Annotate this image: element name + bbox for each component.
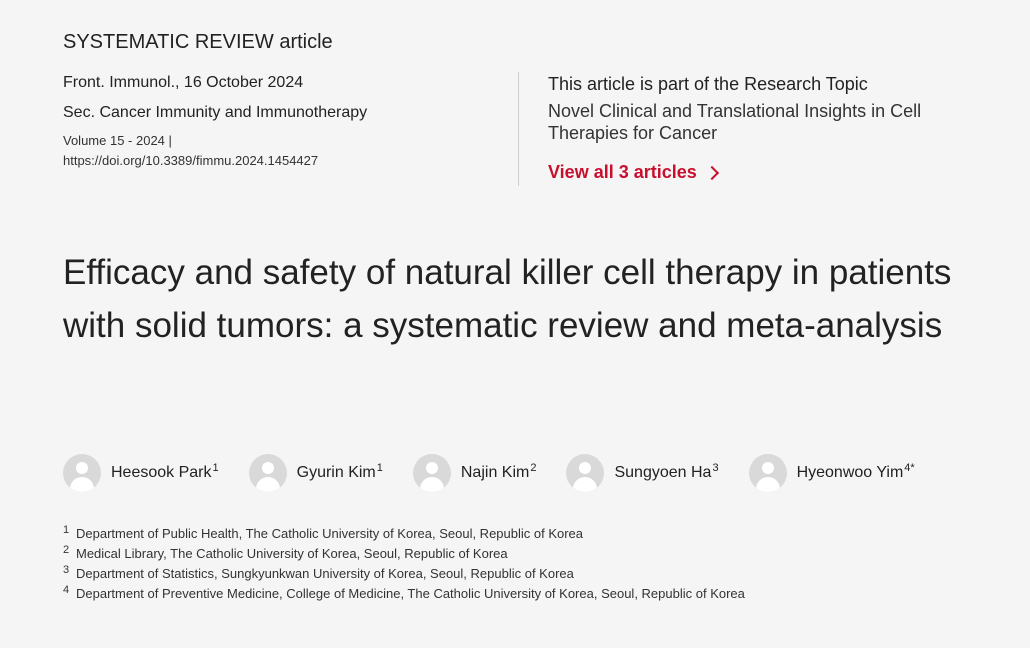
- author-name: Hyeonwoo Yim: [796, 464, 904, 481]
- author-name: Sungyoen Ha: [614, 464, 712, 481]
- volume-info: Volume 15 - 2024 |: [63, 133, 172, 148]
- author-item[interactable]: [249, 454, 383, 492]
- affiliation-text: Department of Preventive Medicine, College of Medicine, The Catholic University of Korea, Seoul, Republic of Korea: [76, 586, 745, 601]
- affiliation-item: [63, 524, 963, 544]
- view-all-articles-link[interactable]: [548, 162, 717, 183]
- author-affiliation-mark: 4*: [904, 462, 915, 474]
- affiliation-item: [63, 564, 963, 584]
- author-affiliation-mark: 3: [712, 462, 719, 474]
- author-name: Gyurin Kim: [296, 464, 376, 481]
- journal-section[interactable]: Sec. Cancer Immunity and Immunotherapy: [63, 104, 368, 121]
- author-name: Najin Kim: [460, 464, 530, 481]
- person-avatar-icon: [749, 454, 787, 492]
- author-list: [63, 454, 945, 492]
- affiliation-item: [63, 584, 963, 604]
- article-meta: [63, 73, 503, 171]
- author-item[interactable]: [63, 454, 219, 492]
- person-avatar-icon: [249, 454, 287, 492]
- affiliation-number: 2: [63, 544, 70, 556]
- affiliation-text: Medical Library, The Catholic University of Korea, Seoul, Republic of Korea: [76, 546, 508, 561]
- divider: [518, 72, 519, 186]
- author-item[interactable]: [749, 454, 915, 492]
- research-topic-title[interactable]: Novel Clinical and Translational Insights in Cell Therapies for Cancer: [548, 101, 922, 143]
- affiliation-text: Department of Public Health, The Catholic University of Korea, Seoul, Republic of Korea: [76, 526, 584, 541]
- affiliation-list: [63, 524, 963, 604]
- affiliation-text: Department of Statistics, Sungkyunkwan University of Korea, Seoul, Republic of Korea: [76, 566, 574, 581]
- article-title: Efficacy and safety of natural killer cell therapy in patients with solid tumors: a systematic review and meta-analysis: [63, 253, 952, 345]
- author-affiliation-mark: 2: [530, 462, 537, 474]
- author-name: Heesook Park: [111, 464, 212, 481]
- doi-link[interactable]: https://doi.org/10.3389/fimmu.2024.1454427: [63, 153, 319, 168]
- affiliation-number: 4: [63, 584, 70, 596]
- author-affiliation-mark: 1: [376, 462, 383, 474]
- journal-date: Front. Immunol., 16 October 2024: [63, 74, 304, 91]
- person-avatar-icon: [566, 454, 604, 492]
- article-type: SYSTEMATIC REVIEW article: [63, 31, 333, 53]
- affiliation-number: 3: [63, 564, 70, 576]
- research-topic: [548, 73, 988, 183]
- author-affiliation-mark: 1: [212, 462, 219, 474]
- affiliation-number: 1: [63, 524, 70, 536]
- person-avatar-icon: [413, 454, 451, 492]
- author-item[interactable]: [413, 454, 537, 492]
- research-topic-label: This article is part of the Research Topic: [548, 74, 868, 94]
- affiliation-item: [63, 544, 963, 564]
- person-avatar-icon: [63, 454, 101, 492]
- view-all-label: View all 3 articles: [548, 162, 697, 182]
- author-item[interactable]: [566, 454, 718, 492]
- chevron-right-icon: [705, 166, 719, 180]
